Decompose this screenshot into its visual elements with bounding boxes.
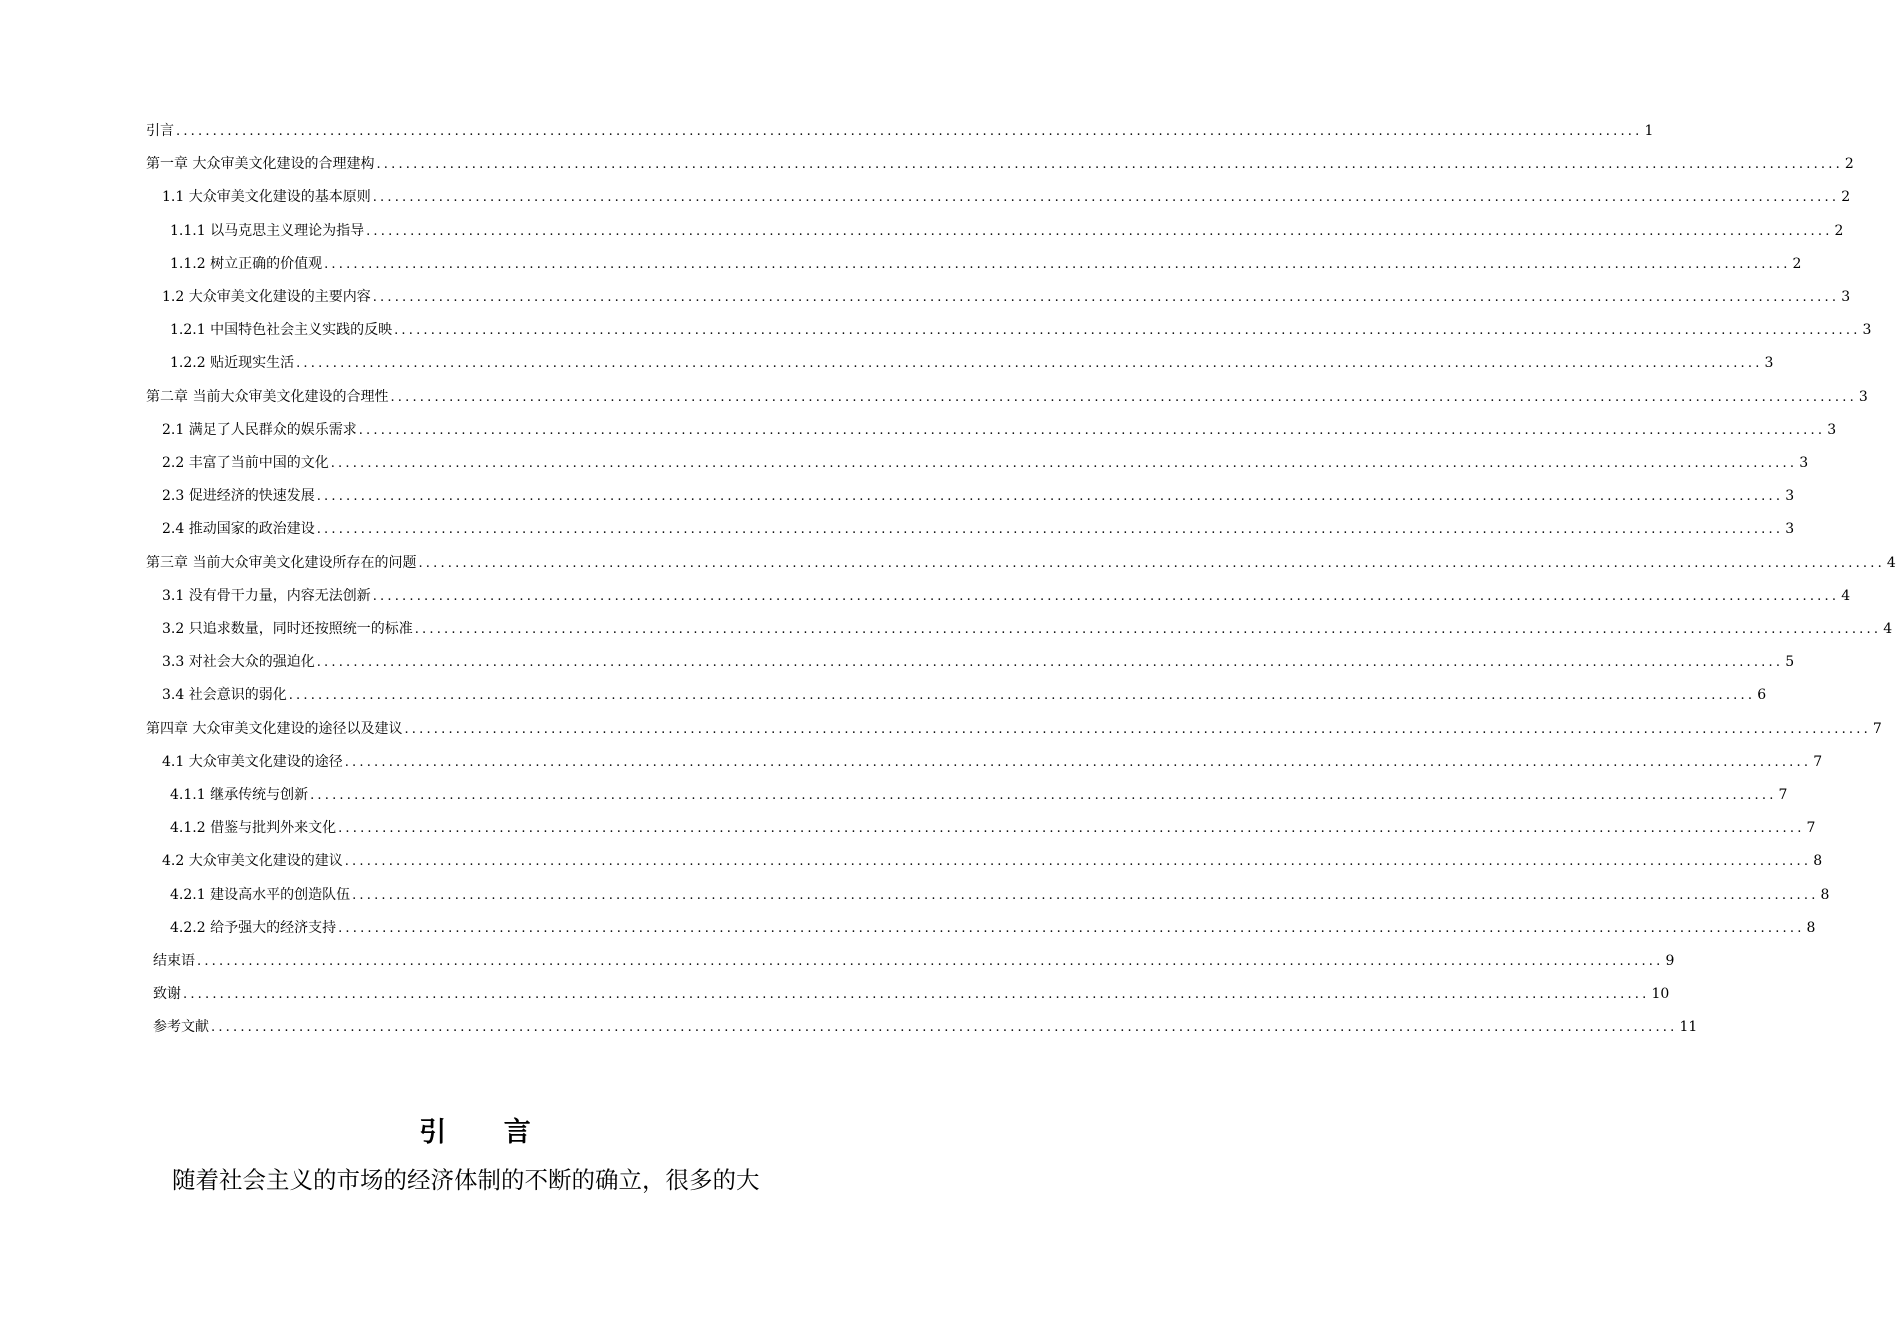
toc-entry-page-number: 7 bbox=[1778, 787, 1788, 803]
toc-leader-dots: ........................................................................................................................................................................................................ bbox=[338, 821, 1805, 837]
toc-leader-dots: ........................................................................................................................................................................................................ bbox=[176, 124, 1643, 139]
toc-leader-dots: ........................................................................................................................................................................................................ bbox=[376, 157, 1843, 173]
toc-entry-page-number: 3 bbox=[1785, 521, 1795, 538]
toc-entry[interactable] bbox=[162, 186, 1851, 208]
toc-entry-page-number: 4 bbox=[1883, 621, 1893, 637]
toc-entry[interactable] bbox=[153, 950, 1675, 972]
toc-entry-page-number: 3 bbox=[1764, 355, 1774, 372]
toc-entry[interactable] bbox=[162, 850, 1823, 872]
toc-entry-page-number: 3 bbox=[1858, 388, 1868, 405]
toc-leader-dots: ........................................................................................................................................................................................................ bbox=[316, 655, 1784, 671]
toc-entry-title: 引言 bbox=[146, 123, 174, 139]
toc-entry[interactable] bbox=[162, 751, 1823, 773]
toc-entry[interactable] bbox=[162, 684, 1767, 706]
toc-leader-dots: ........................................................................................................................................................................................................ bbox=[316, 489, 1784, 505]
toc-entry[interactable] bbox=[162, 651, 1795, 673]
toc-entry-title: 4.2 大众审美文化建设的建议 bbox=[162, 853, 343, 870]
toc-leader-dots: ........................................................................................................................................................................................................ bbox=[372, 588, 1840, 604]
toc-entry-page-number: 3 bbox=[1862, 322, 1872, 339]
toc-leader-dots: ........................................................................................................................................................................................................ bbox=[338, 920, 1805, 936]
toc-entry-title: 结束语 bbox=[153, 953, 195, 969]
toc-entry-page-number: 3 bbox=[1827, 421, 1837, 438]
toc-entry-page-number: 9 bbox=[1665, 953, 1675, 969]
toc-leader-dots: ........................................................................................................................................................................................................ bbox=[316, 522, 1784, 538]
toc-entry-title: 第三章 当前大众审美文化建设所存在的问题 bbox=[146, 554, 417, 571]
toc-entry[interactable] bbox=[146, 718, 1882, 740]
toc-entry-title: 1.2 大众审美文化建设的主要内容 bbox=[162, 289, 371, 305]
toc-entry-page-number: 2 bbox=[1844, 156, 1854, 173]
toc-entry[interactable] bbox=[170, 220, 1844, 242]
toc-entry-title: 1.1 大众审美文化建设的基本原则 bbox=[162, 189, 371, 206]
toc-entry-page-number: 3 bbox=[1785, 488, 1795, 505]
toc-entry[interactable] bbox=[146, 120, 1654, 142]
body-paragraph: 随着社会主义的市场的经济体制的不断的确立，很多的大 bbox=[172, 1166, 760, 1194]
toc-entry-page-number: 7 bbox=[1813, 753, 1823, 770]
toc-entry-title: 4.2.2 给予强大的经济支持 bbox=[170, 919, 337, 936]
toc-entry-page-number: 8 bbox=[1820, 886, 1830, 903]
toc-entry[interactable] bbox=[153, 983, 1670, 1005]
toc-entry-page-number: 11 bbox=[1679, 1019, 1698, 1036]
toc-entry[interactable] bbox=[170, 884, 1830, 906]
toc-leader-dots: ........................................................................................................................................................................................................ bbox=[404, 721, 1871, 737]
toc-entry-page-number: 1 bbox=[1644, 123, 1654, 139]
toc-entry-page-number: 7 bbox=[1872, 720, 1882, 737]
toc-entry[interactable] bbox=[170, 319, 1872, 341]
toc-entry[interactable] bbox=[146, 552, 1896, 574]
toc-entry-title: 4.1.2 借鉴与批判外来文化 bbox=[170, 820, 337, 837]
toc-entry[interactable] bbox=[162, 419, 1837, 441]
toc-entry-page-number: 7 bbox=[1806, 820, 1816, 837]
toc-entry-title: 2.3 促进经济的快速发展 bbox=[162, 488, 315, 505]
toc-entry-title: 4.2.1 建设高水平的创造队伍 bbox=[170, 886, 351, 903]
toc-entry[interactable] bbox=[170, 917, 1816, 939]
toc-leader-dots: ........................................................................................................................................................................................................ bbox=[352, 887, 1819, 903]
toc-entry-page-number: 5 bbox=[1785, 654, 1795, 671]
toc-leader-dots: ........................................................................................................................................................................................................ bbox=[394, 323, 1861, 339]
toc-entry-page-number: 2 bbox=[1841, 189, 1851, 206]
toc-leader-dots: ........................................................................................................................................................................................................ bbox=[296, 356, 1763, 372]
toc-leader-dots: ........................................................................................................................................................................................................ bbox=[288, 688, 1756, 704]
toc-entry[interactable] bbox=[146, 386, 1868, 408]
toc-entry-title: 3.4 社会意识的弱化 bbox=[162, 687, 287, 704]
toc-entry-page-number: 3 bbox=[1841, 289, 1851, 305]
toc-entry-title: 4.1.1 继承传统与创新 bbox=[170, 787, 309, 803]
toc-entry-page-number: 4 bbox=[1841, 587, 1851, 604]
toc-entry-page-number: 8 bbox=[1806, 919, 1816, 936]
toc-leader-dots: ........................................................................................................................................................................................................ bbox=[344, 754, 1812, 770]
toc-entry[interactable] bbox=[170, 817, 1816, 839]
toc-leader-dots: ........................................................................................................................................................................................................ bbox=[418, 555, 1885, 571]
toc-leader-dots: ........................................................................................................................................................................................................ bbox=[414, 622, 1882, 637]
toc-entry-page-number: 8 bbox=[1813, 853, 1823, 870]
toc-entry-title: 参考文献 bbox=[153, 1019, 209, 1036]
toc-leader-dots: ........................................................................................................................................................................................................ bbox=[344, 854, 1812, 870]
toc-leader-dots: ........................................................................................................................................................................................................ bbox=[366, 223, 1833, 239]
toc-leader-dots: ........................................................................................................................................................................................................ bbox=[372, 290, 1840, 305]
toc-entry-title: 2.2 丰富了当前中国的文化 bbox=[162, 455, 329, 471]
toc-entry-title: 1.2.1 中国特色社会主义实践的反映 bbox=[170, 322, 393, 339]
toc-entry-page-number: 6 bbox=[1757, 687, 1767, 704]
toc-entry[interactable] bbox=[162, 585, 1851, 607]
toc-entry[interactable] bbox=[162, 518, 1795, 540]
toc-entry-title: 第二章 当前大众审美文化建设的合理性 bbox=[146, 388, 389, 405]
toc-entry-title: 致谢 bbox=[153, 986, 181, 1003]
toc-entry[interactable] bbox=[170, 352, 1774, 374]
toc-leader-dots: ........................................................................................................................................................................................................ bbox=[211, 1020, 1678, 1036]
toc-leader-dots: ........................................................................................................................................................................................................ bbox=[183, 987, 1650, 1003]
toc-entry[interactable] bbox=[162, 286, 1851, 308]
toc-entry-title: 3.1 没有骨干力量，内容无法创新 bbox=[162, 587, 371, 604]
toc-entry-title: 1.2.2 贴近现实生活 bbox=[170, 355, 295, 372]
toc-entry-title: 2.1 满足了人民群众的娱乐需求 bbox=[162, 421, 357, 438]
toc-entry-page-number: 3 bbox=[1799, 455, 1809, 471]
toc-leader-dots: ........................................................................................................................................................................................................ bbox=[330, 456, 1798, 471]
toc-entry-title: 3.3 对社会大众的强迫化 bbox=[162, 654, 315, 671]
toc-leader-dots: ........................................................................................................................................................................................................ bbox=[390, 389, 1857, 405]
toc-entry-page-number: 10 bbox=[1651, 986, 1670, 1003]
section-heading: 引 言 bbox=[419, 1117, 555, 1148]
toc-leader-dots: ........................................................................................................................................................................................................ bbox=[372, 190, 1840, 206]
toc-entry-title: 第一章 大众审美文化建设的合理建构 bbox=[146, 156, 375, 173]
toc-entry[interactable] bbox=[162, 618, 1893, 640]
toc-entry[interactable] bbox=[153, 1016, 1698, 1038]
toc-entry-title: 3.2 只追求数量，同时还按照统一的标准 bbox=[162, 621, 413, 637]
toc-entry[interactable] bbox=[146, 153, 1854, 175]
toc-entry-title: 1.1.2 树立正确的价值观 bbox=[170, 255, 323, 272]
toc-entry-title: 2.4 推动国家的政治建设 bbox=[162, 521, 315, 538]
toc-entry[interactable] bbox=[170, 253, 1802, 275]
toc-entry-title: 1.1.1 以马克思主义理论为指导 bbox=[170, 222, 365, 239]
toc-entry-page-number: 4 bbox=[1886, 554, 1896, 571]
toc-entry-page-number: 2 bbox=[1834, 222, 1844, 239]
toc-leader-dots: ........................................................................................................................................................................................................ bbox=[197, 954, 1664, 969]
toc-leader-dots: ........................................................................................................................................................................................................ bbox=[310, 788, 1777, 803]
toc-entry-title: 4.1 大众审美文化建设的途径 bbox=[162, 753, 343, 770]
toc-entry-title: 第四章 大众审美文化建设的途径以及建议 bbox=[146, 720, 403, 737]
toc-leader-dots: ........................................................................................................................................................................................................ bbox=[324, 256, 1791, 272]
toc-entry-page-number: 2 bbox=[1792, 255, 1802, 272]
toc-entry[interactable] bbox=[170, 784, 1788, 806]
toc-entry[interactable] bbox=[162, 485, 1795, 507]
toc-entry[interactable] bbox=[162, 452, 1809, 474]
toc-leader-dots: ........................................................................................................................................................................................................ bbox=[358, 422, 1826, 438]
